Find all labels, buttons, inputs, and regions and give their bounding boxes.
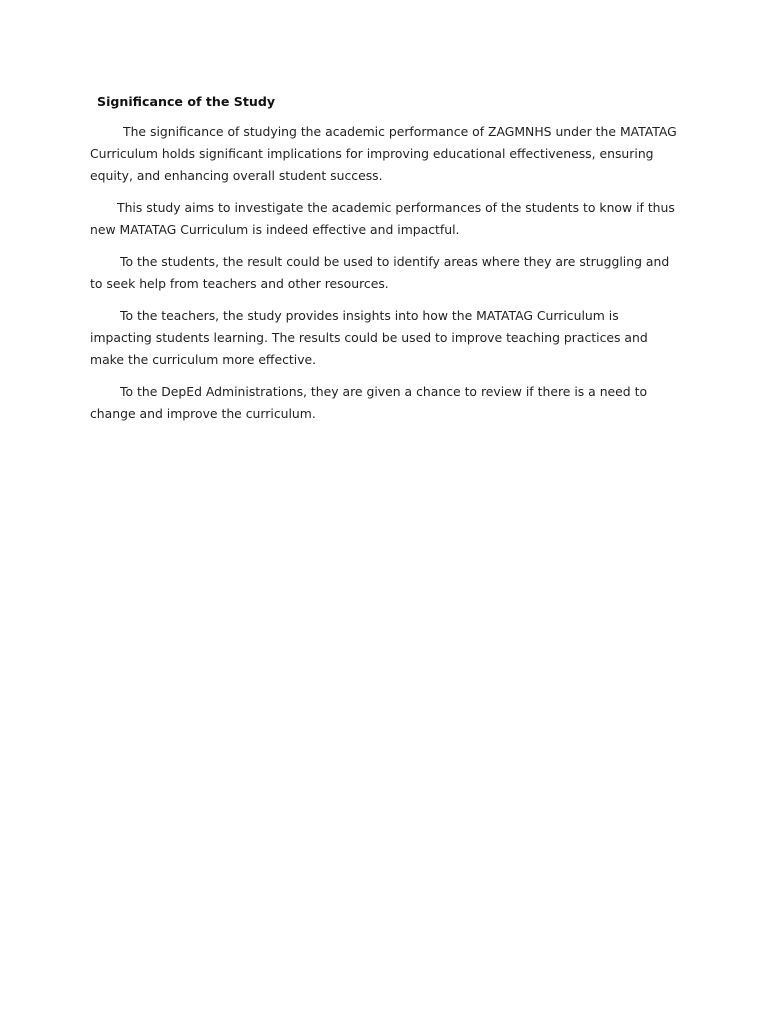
- paragraph-teachers: To the teachers, the study provides insights into how the MATATAG Curriculum is impacting students learning. The results could be used to improve teaching practices and make the curriculum more effective.: [90, 308, 648, 367]
- document-body: [90, 92, 682, 435]
- paragraph-significance: The significance of studying the academic performance of ZAGMNHS under the MATATAG Curriculum holds significant implications for improving educational effectiveness, ensuring equity, and enhancing overall student success.: [90, 124, 677, 183]
- paragraph-deped-administrations: To the DepEd Administrations, they are given a chance to review if there is a need to change and improve the curriculum.: [90, 384, 648, 421]
- paragraph-study-aim: This study aims to investigate the academic performances of the students to know if thus new MATATAG Curriculum is indeed effective and impactful.: [90, 200, 675, 237]
- paragraph-students: To the students, the result could be used to identify areas where they are struggling and to seek help from teachers and other resources.: [90, 254, 670, 291]
- section-heading: Significance of the Study: [97, 94, 276, 109]
